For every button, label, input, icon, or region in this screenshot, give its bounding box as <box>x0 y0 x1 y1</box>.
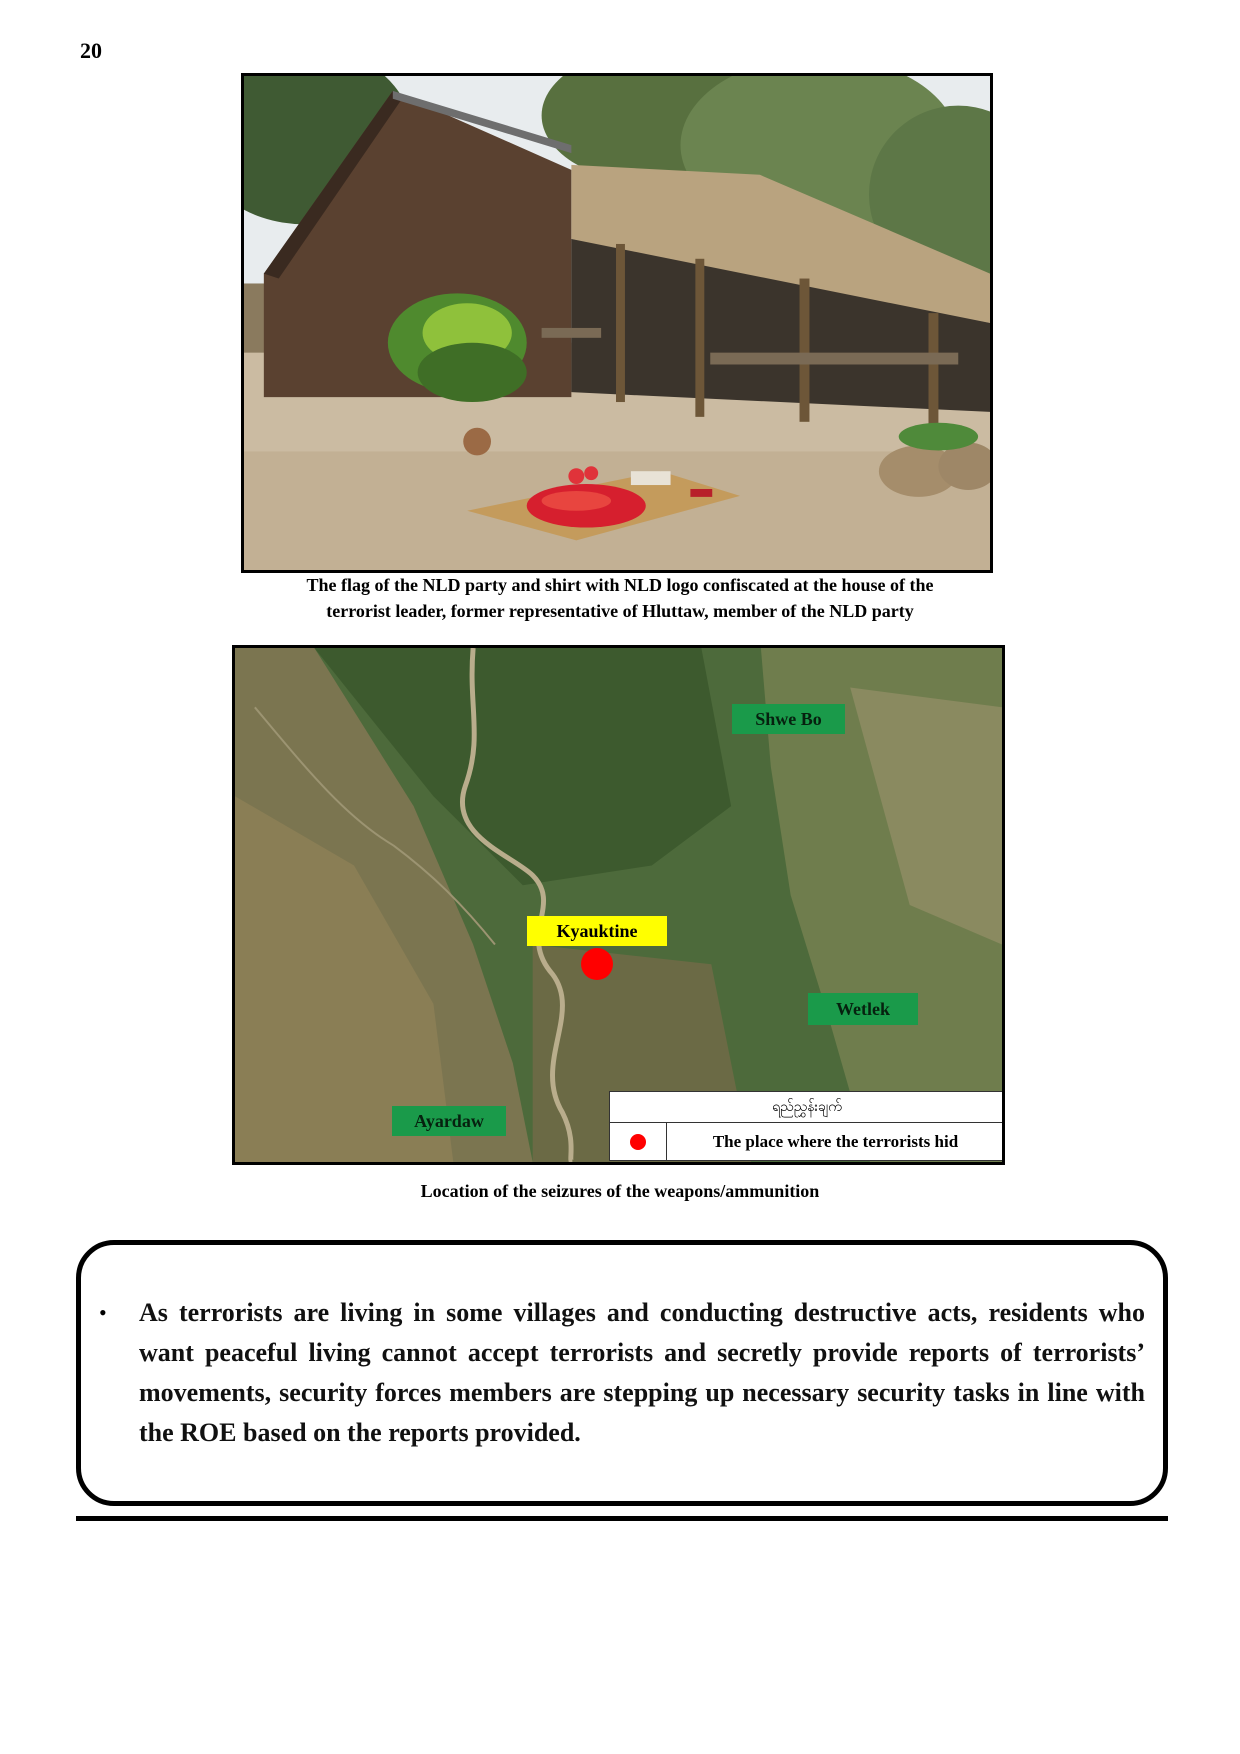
legend-symbol <box>610 1123 667 1161</box>
info-list <box>99 1293 1145 1453</box>
legend-title: ရည်ညွှန်းချက် <box>610 1092 1004 1123</box>
map-label-shwe-bo: Shwe Bo <box>732 704 845 734</box>
photo-caption-line-2: terrorist leader, former representative of Hluttaw, member of the NLD party <box>326 601 914 621</box>
bullet-icon: • <box>99 1300 107 1325</box>
photo-caption-line-1: The flag of the NLD party and shirt with NLD logo confiscated at the house of the <box>306 575 934 595</box>
map-label-wetlek: Wetlek <box>808 993 918 1025</box>
satellite-terrain <box>235 648 1002 1162</box>
map-legend <box>609 1091 1005 1161</box>
red-dot-icon <box>630 1134 646 1150</box>
location-map <box>232 645 1005 1165</box>
info-text: As terrorists are living in some villages and conducting destructive acts, residents who want peaceful living cannot accept terrorists and secretly provide reports of terrorists’ movements, security forces members are stepping up necessary security tasks in line with the ROE based on the reports provided. <box>139 1298 1145 1447</box>
legend-entry-text: The place where the terrorists hid <box>712 1132 959 1151</box>
info-list-item <box>99 1293 1145 1453</box>
photo-caption <box>150 572 1090 624</box>
hideout-marker <box>581 948 613 980</box>
info-box <box>76 1240 1168 1506</box>
horizontal-rule <box>76 1516 1168 1521</box>
map-caption: Location of the seizures of the weapons/ammunition <box>420 1181 820 1201</box>
page-number: 20 <box>80 38 102 63</box>
photo-house-confiscated-items <box>241 73 993 573</box>
map-label-kyauktine: Kyauktine <box>527 916 667 946</box>
map-label-ayardaw: Ayardaw <box>392 1106 506 1136</box>
legend-row <box>610 1123 1004 1161</box>
